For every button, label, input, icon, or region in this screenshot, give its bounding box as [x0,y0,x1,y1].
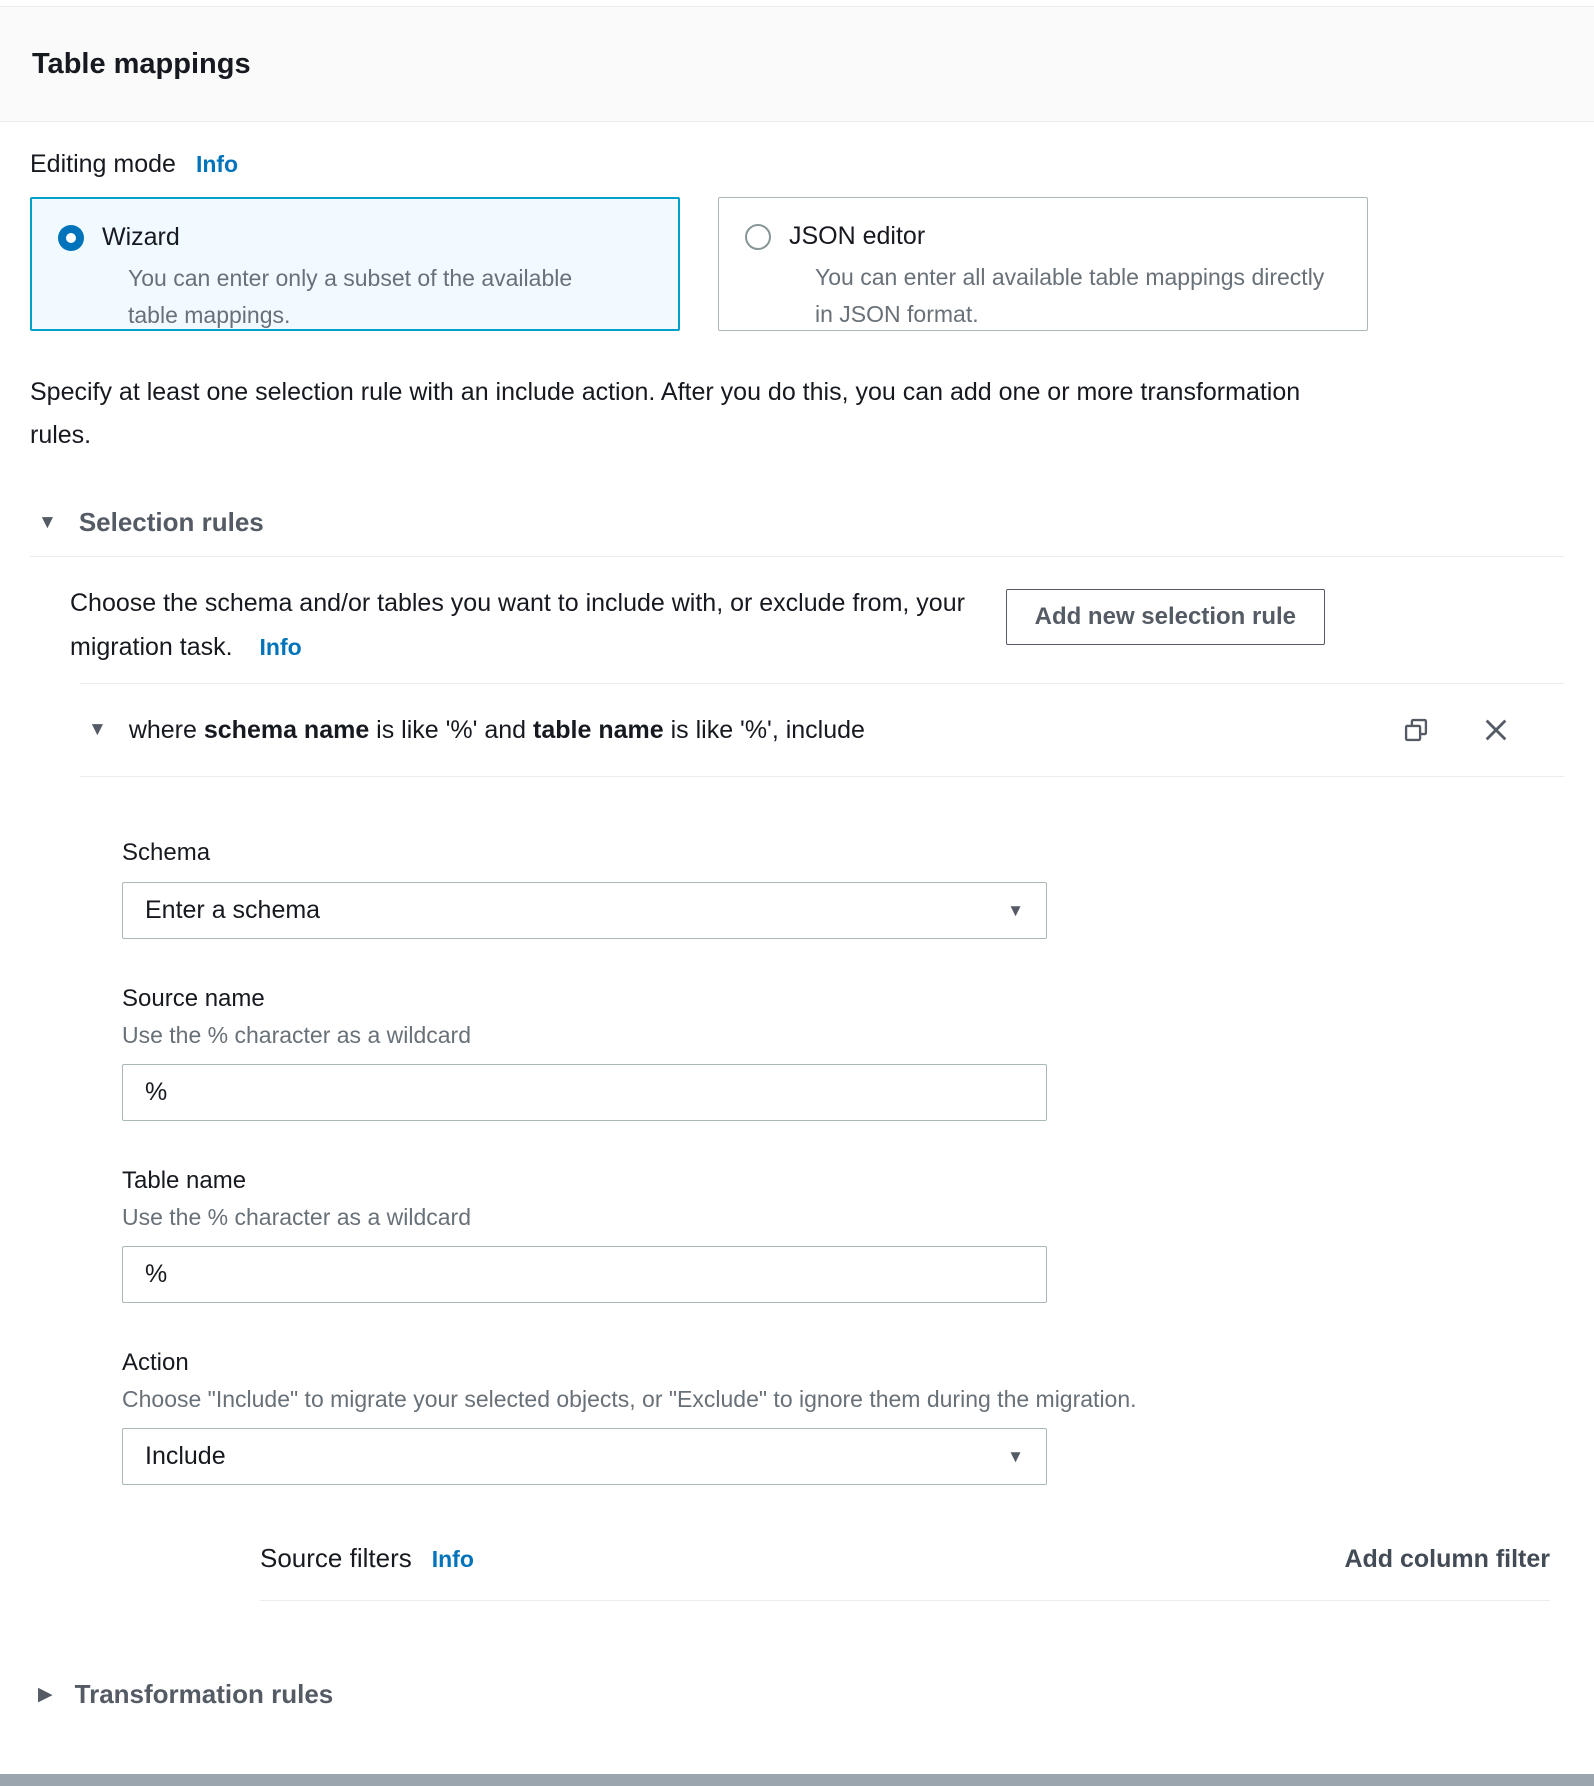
caret-right-icon: ▶ [38,1684,53,1705]
source-name-field-group [122,985,1564,1121]
mode-card-wizard[interactable] [30,197,680,331]
source-name-label: Source name [122,985,265,1012]
divider [80,776,1564,777]
panel-content [0,150,1594,1710]
source-filters-title: Source filters [260,1543,412,1573]
mode-card-json-editor[interactable] [718,197,1368,331]
selection-rules-title: Selection rules [78,507,264,537]
selection-rules-header[interactable] [30,507,1564,538]
page-title: Table mappings [32,47,251,80]
schema-label: Schema [122,839,211,866]
selection-rule-summary: where schema name is like '%' and table name is like '%', include [128,715,865,744]
caret-down-icon: ▼ [1007,1446,1024,1466]
divider [260,1600,1550,1601]
transformation-rules-header[interactable] [30,1679,1564,1710]
table-name-input[interactable] [122,1246,1047,1303]
table-name-field-group [122,1167,1564,1303]
editing-mode-options [30,197,1564,331]
intro-text: Specify at least one selection rule with an include action. After you do this, you can add one or more transformation rules. [30,378,1301,449]
source-name-input[interactable] [122,1064,1047,1121]
action-field-group [122,1349,1564,1485]
radio-unchecked-icon[interactable] [745,224,771,250]
selection-rules-description: Choose the schema and/or tables you want to include with, or exclude from, your migration task. Info [70,589,965,661]
copy-icon [1402,716,1430,744]
caret-down-icon: ▼ [1007,900,1024,920]
action-select[interactable] [122,1428,1047,1485]
wizard-option-label: Wizard [102,223,180,251]
action-select-value: Include [145,1442,226,1470]
selection-rules-info-link[interactable]: Info [259,634,302,660]
json-editor-option-description: You can enter all available table mappings directly in JSON format. [815,264,1325,327]
schema-field-group [122,839,1564,939]
schema-select-value: Enter a schema [145,896,321,924]
json-editor-option-label: JSON editor [789,222,926,250]
editing-mode-label: Editing mode [30,150,176,178]
schema-select[interactable] [122,882,1047,939]
panel-header [0,6,1594,122]
wizard-option-description: You can enter only a subset of the available table mappings. [128,265,573,328]
caret-down-icon: ▼ [38,511,57,533]
transformation-rules-title: Transformation rules [74,1679,334,1709]
caret-down-icon[interactable]: ▼ [88,719,107,740]
selection-rules-description-row [30,581,1325,669]
selection-rule-form [30,839,1564,1601]
table-name-label: Table name [122,1167,247,1194]
add-column-filter-button[interactable]: Add column filter [1344,1545,1550,1573]
source-filters-info-link[interactable]: Info [431,1546,474,1572]
remove-rule-button[interactable] [1482,716,1510,744]
editing-mode-info-link[interactable]: Info [195,151,239,177]
action-label: Action [122,1349,189,1376]
table-name-hint: Use the % character as a wildcard [122,1204,471,1230]
radio-checked-icon[interactable] [58,225,84,251]
source-filters-section [260,1543,1550,1601]
copy-rule-button[interactable] [1402,716,1430,744]
bottom-bar [0,1774,1594,1786]
add-selection-rule-button[interactable]: Add new selection rule [1006,589,1325,645]
divider [30,556,1564,557]
editing-mode-row [30,150,1564,179]
selection-rule-row [30,684,1564,776]
action-hint: Choose "Include" to migrate your selected objects, or "Exclude" to ignore them during the migration. [122,1386,1137,1412]
source-name-hint: Use the % character as a wildcard [122,1022,471,1048]
close-icon [1482,716,1510,744]
